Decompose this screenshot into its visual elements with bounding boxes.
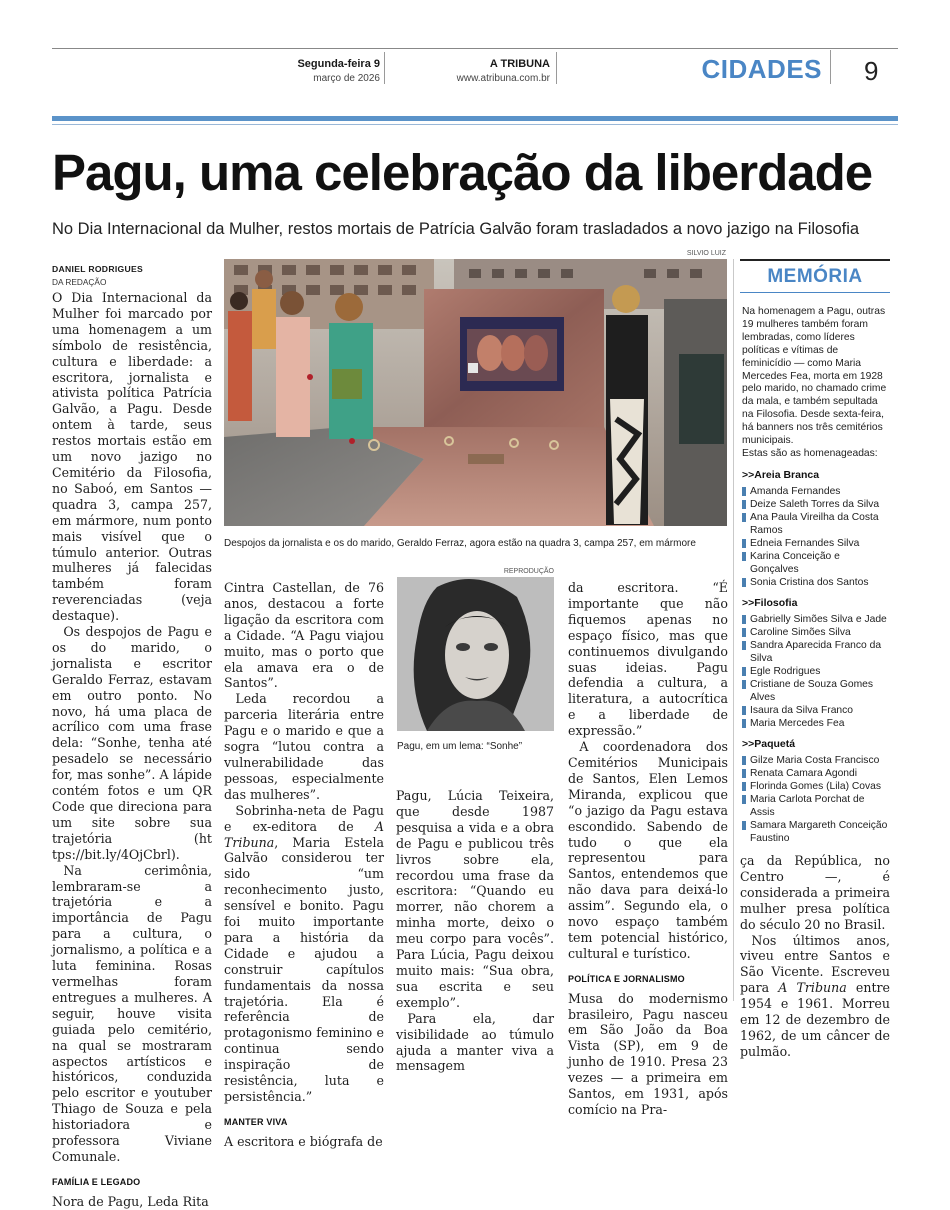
section-color-bar-thin <box>52 124 898 125</box>
honoree-list-item <box>742 626 890 639</box>
honoree-name: Maria Carlota Porchat de Assis <box>750 793 865 818</box>
bullet-square-icon <box>742 578 746 587</box>
bullet-square-icon <box>742 680 746 689</box>
header-paper-url: www.atribuna.com.br <box>456 73 550 84</box>
cemetery-photo <box>224 259 727 526</box>
bullet-square-icon <box>742 500 746 509</box>
honoree-list-item <box>742 550 890 576</box>
honoree-list-item <box>742 819 890 845</box>
header-date-month: março de 2026 <box>313 73 380 84</box>
header-divider <box>830 50 831 84</box>
subhead: MANTER VIVA <box>224 1116 288 1127</box>
article-column-1 <box>52 290 212 1210</box>
byline-desk: DA REDAÇÃO <box>52 277 107 287</box>
top-rule <box>52 48 898 49</box>
portrait-credit: REPRODUÇÃO <box>503 568 554 575</box>
section-title: CIDADES <box>701 54 822 84</box>
honoree-list-item <box>742 767 890 780</box>
honoree-list-item <box>742 576 890 589</box>
bullet-square-icon <box>742 756 746 765</box>
honoree-name: Sandra Aparecida Franco da Silva <box>750 639 882 664</box>
honoree-name: Samara Margareth Conceição Faustino <box>750 819 888 844</box>
subhead: FAMÍLIA E LEGADO <box>52 1176 141 1187</box>
bullet-square-icon <box>742 628 746 637</box>
bullet-square-icon <box>742 719 746 728</box>
newspaper-name: A Tribuna <box>224 818 384 850</box>
honoree-name: Florinda Gomes (Lila) Covas <box>750 780 882 792</box>
bullet-square-icon <box>742 539 746 548</box>
honoree-list-item <box>742 613 890 626</box>
honoree-list-item <box>742 704 890 717</box>
article-column-4 <box>568 580 728 1118</box>
pagu-portrait <box>397 577 554 731</box>
article-column-5 <box>740 853 890 1060</box>
honoree-name: Karina Conceição e Gonçalves <box>750 550 840 575</box>
subheadline: No Dia Internacional da Mulher, restos mortais de Patrícia Galvão foram trasladados a novo jazigo na Filosofia <box>52 220 860 238</box>
honoree-list-item <box>742 511 890 537</box>
header-divider <box>556 52 557 84</box>
bullet-square-icon <box>742 769 746 778</box>
paragraph: Os despojos de Pagu e os do marido, o jornalista e escritor Geraldo Ferraz, estavam em outro ponto. No novo, há uma placa de acrílico com uma frase dela: “Sonhe, tenha até pesadelo se necessário for, mas sonhe”. A lápide contém fotos e um QR Code que direciona para um site sobre sua trajetória (ht tps://bit.ly/4OjCbrl). <box>52 624 212 862</box>
honoree-name: Ana Paula Vireilha da Costa Ramos <box>750 511 879 536</box>
sidebar-intro: Na homenagem a Pagu, outras 19 mulheres também foram lembradas, como líderes políticas e vítimas de feminicídio — como Maria Mercedes Fea, morta em 1928 pelo marido, no chamado crime da mala, e também sepultada na Filosofia. Desde sexta-feira, há banners nos três cemitérios municipais. <box>742 306 887 447</box>
bullet-square-icon <box>742 782 746 791</box>
honoree-name: Gilze Maria Costa Francisco <box>750 754 880 766</box>
bullet-square-icon <box>742 487 746 496</box>
sidebar-group-title: >>Areia Branca <box>742 468 820 481</box>
sidebar-title-rule <box>740 292 890 293</box>
header-divider <box>384 52 385 84</box>
honoree-name: Egle Rodrigues <box>750 665 821 677</box>
subhead: POLÍTICA E JORNALISMO <box>568 973 685 984</box>
honoree-list-item <box>742 537 890 550</box>
bullet-square-icon <box>742 795 746 804</box>
honoree-name: Caroline Simões Silva <box>750 626 851 638</box>
portrait-photo <box>397 577 554 731</box>
sidebar-body <box>742 306 890 845</box>
bullet-square-icon <box>742 615 746 624</box>
honoree-list-item <box>742 485 890 498</box>
paragraph: Na cerimônia, lembraram-se a trajetória e a importância de Pagu para a cultura, o jornalismo, a política e a luta feminina. Rosas vermelhas foram entregues a mulheres. A seguir, houve visita guiada pelo cemitério, na qual se mostraram aspectos artísticos e históricos, conduzida pelo escritor e youtuber Thiago de Souza e pela historiadora e professora Viviane Comunale. <box>52 862 212 1164</box>
honoree-name: Gabrielly Simões Silva e Jade <box>750 613 887 625</box>
honoree-list-item <box>742 793 890 819</box>
page-number: 9 <box>864 56 879 86</box>
headline: Pagu, uma celebração da liberdade <box>52 144 873 201</box>
newspaper-name: A Tribuna <box>778 980 847 996</box>
column-divider <box>733 259 734 1001</box>
portrait-caption: Pagu, em um lema: “Sonhe” <box>397 741 523 752</box>
main-photo <box>224 259 727 526</box>
honoree-list-item <box>742 717 890 730</box>
text-run: Leda recordou a parceria literária entre Pagu e o marido e que a sogra “lutou contra a vulnerabilidade das pessoas, especialmente das mulheres”. <box>224 691 384 802</box>
honoree-list-item <box>742 639 890 665</box>
bullet-square-icon <box>742 821 746 830</box>
paragraph <box>224 691 384 802</box>
paragraph: ça da República, no Centro —, é considerada a primeira mulher presa política do século 20 no Brasil. <box>740 853 890 932</box>
honoree-name: Edneia Fernandes Silva <box>750 537 860 549</box>
honoree-list-item <box>742 665 890 678</box>
paragraph: A escritora e biógrafa de <box>224 1133 383 1149</box>
text-run: Sobrinha-neta de Pagu e ex-editora de <box>224 802 384 834</box>
honoree-list-item <box>742 678 890 704</box>
paragraph: Pagu, Lúcia Teixeira, que desde 1987 pesquisa a vida e a obra de Pagu e publicou três livros sobre ela, recordou uma frase da escritora: “Quando eu morrer, não chorem a minha morte, deixo o meu corpo para vocês”. Para Lúcia, Pagu deixou muito mais: “Sua obra, sua escrita e seu exemplo”. <box>396 788 554 1010</box>
bullet-square-icon <box>742 552 746 561</box>
honoree-list-item <box>742 780 890 793</box>
paragraph: Musa do modernismo brasileiro, Pagu nasceu em São João da Boa Vista (SP), em 9 de junho de 1910. Presa 23 vezes — a primeira em Santos, em 1931, após comício na Pra- <box>568 990 728 1117</box>
photo-caption: Despojos da jornalista e os do marido, Geraldo Ferraz, agora estão na quadra 3, campa 257, em mármore <box>224 538 696 549</box>
header-paper-name: A TRIBUNA <box>489 58 550 70</box>
sidebar-title: MEMÓRIA <box>767 266 863 287</box>
text-run: Nos últimos anos, viveu entre Santos e São Vicente. Escreveu para <box>740 932 890 996</box>
bullet-square-icon <box>742 641 746 650</box>
sidebar-lead: Estas são as homenageadas: <box>742 447 878 459</box>
paragraph: Cintra Castellan, de 76 anos, destacou a forte ligação da escritora com a Cidade. “A Pagu viajou muito, mas o porto que ela amava era o de Santos”. <box>224 580 384 691</box>
text-run: entre 1954 e 1961. Morreu em 12 de dezembro de 1962, de um câncer de pulmão. <box>740 980 890 1059</box>
honoree-name: Isaura da Silva Franco <box>750 704 854 716</box>
sidebar-top-rule <box>740 259 890 261</box>
honoree-list-item <box>742 498 890 511</box>
paragraph: Para ela, dar visibilidade ao túmulo ajuda a manter viva a mensagem <box>396 1010 554 1074</box>
sidebar-group-title: >>Filosofia <box>742 596 798 609</box>
paragraph <box>224 803 384 1105</box>
paragraph: A coordenadora dos Cemitérios Municipais de Santos, Elen Lemos Miranda, explicou que “o jazigo da Pagu estava escondido. Sabendo de tudo o que ela representou para Santos, entendemos que não dava para deixá-lo assim”. Segundo ela, o novo espaço também tem potencial histórico, cultural e turístico. <box>568 739 728 961</box>
paragraph: Nora de Pagu, Leda Rita <box>52 1193 209 1209</box>
article-column-3 <box>396 788 554 1074</box>
bullet-square-icon <box>742 513 746 522</box>
bullet-square-icon <box>742 706 746 715</box>
section-color-bar <box>52 116 898 121</box>
honoree-name: Maria Mercedes Fea <box>750 717 845 729</box>
honoree-list-item <box>742 754 890 767</box>
photo-credit: SILVIO LUIZ <box>686 250 726 257</box>
sidebar-groups <box>742 469 890 845</box>
honoree-name: Sonia Cristina dos Santos <box>750 576 869 588</box>
paragraph: da escritora. “É importante que não fiquemos apenas no espaço físico, mas que continuemos divulgando suas ideias. Pagu defendia a cultura, a literatura, a autocrítica e a liberdade de expressão.” <box>568 580 728 739</box>
honoree-name: Cristiane de Souza Gomes Alves <box>750 678 874 703</box>
sidebar-group-title: >>Paquetá <box>742 737 796 750</box>
paragraph: O Dia Internacional da Mulher foi marcado por uma homenagem a um símbolo de resistência, cultura e liberdade: a escritora, jornalista e ativista política Patrícia Galvão, a Pagu. Desde ontem à tarde, seus restos mortais estão em um novo jazigo no Cemitério da Filosofia, no Saboó, em Santos — quadra 3, campa 257, em mármore, num ponto mais visível que o túmulo anterior. Outras mulheres já falecidas também foram reverenciadas (veja destaque). <box>52 290 212 624</box>
bullet-square-icon <box>742 667 746 676</box>
text-run: , Maria Estela Galvão considerou ter sido “um reconhecimento justo, sensível e bonito. Pagu foi muito importante para a história da Cidade e ajudou a construir capítulos fundamentais da nossa trajetória. Ela é referência de protagonismo feminino e continua sendo inspiração de resistência, luta e persistência.” <box>224 834 384 1104</box>
header-date-day: Segunda-feira 9 <box>297 58 380 70</box>
honoree-name: Renata Camara Agondi <box>750 767 858 779</box>
honoree-name: Amanda Fernandes <box>750 485 841 497</box>
paragraph <box>740 933 890 1060</box>
byline-author: DANIEL RODRIGUES <box>52 264 144 274</box>
article-column-2 <box>224 580 384 1150</box>
honoree-name: Deize Saleth Torres da Silva <box>750 498 880 510</box>
